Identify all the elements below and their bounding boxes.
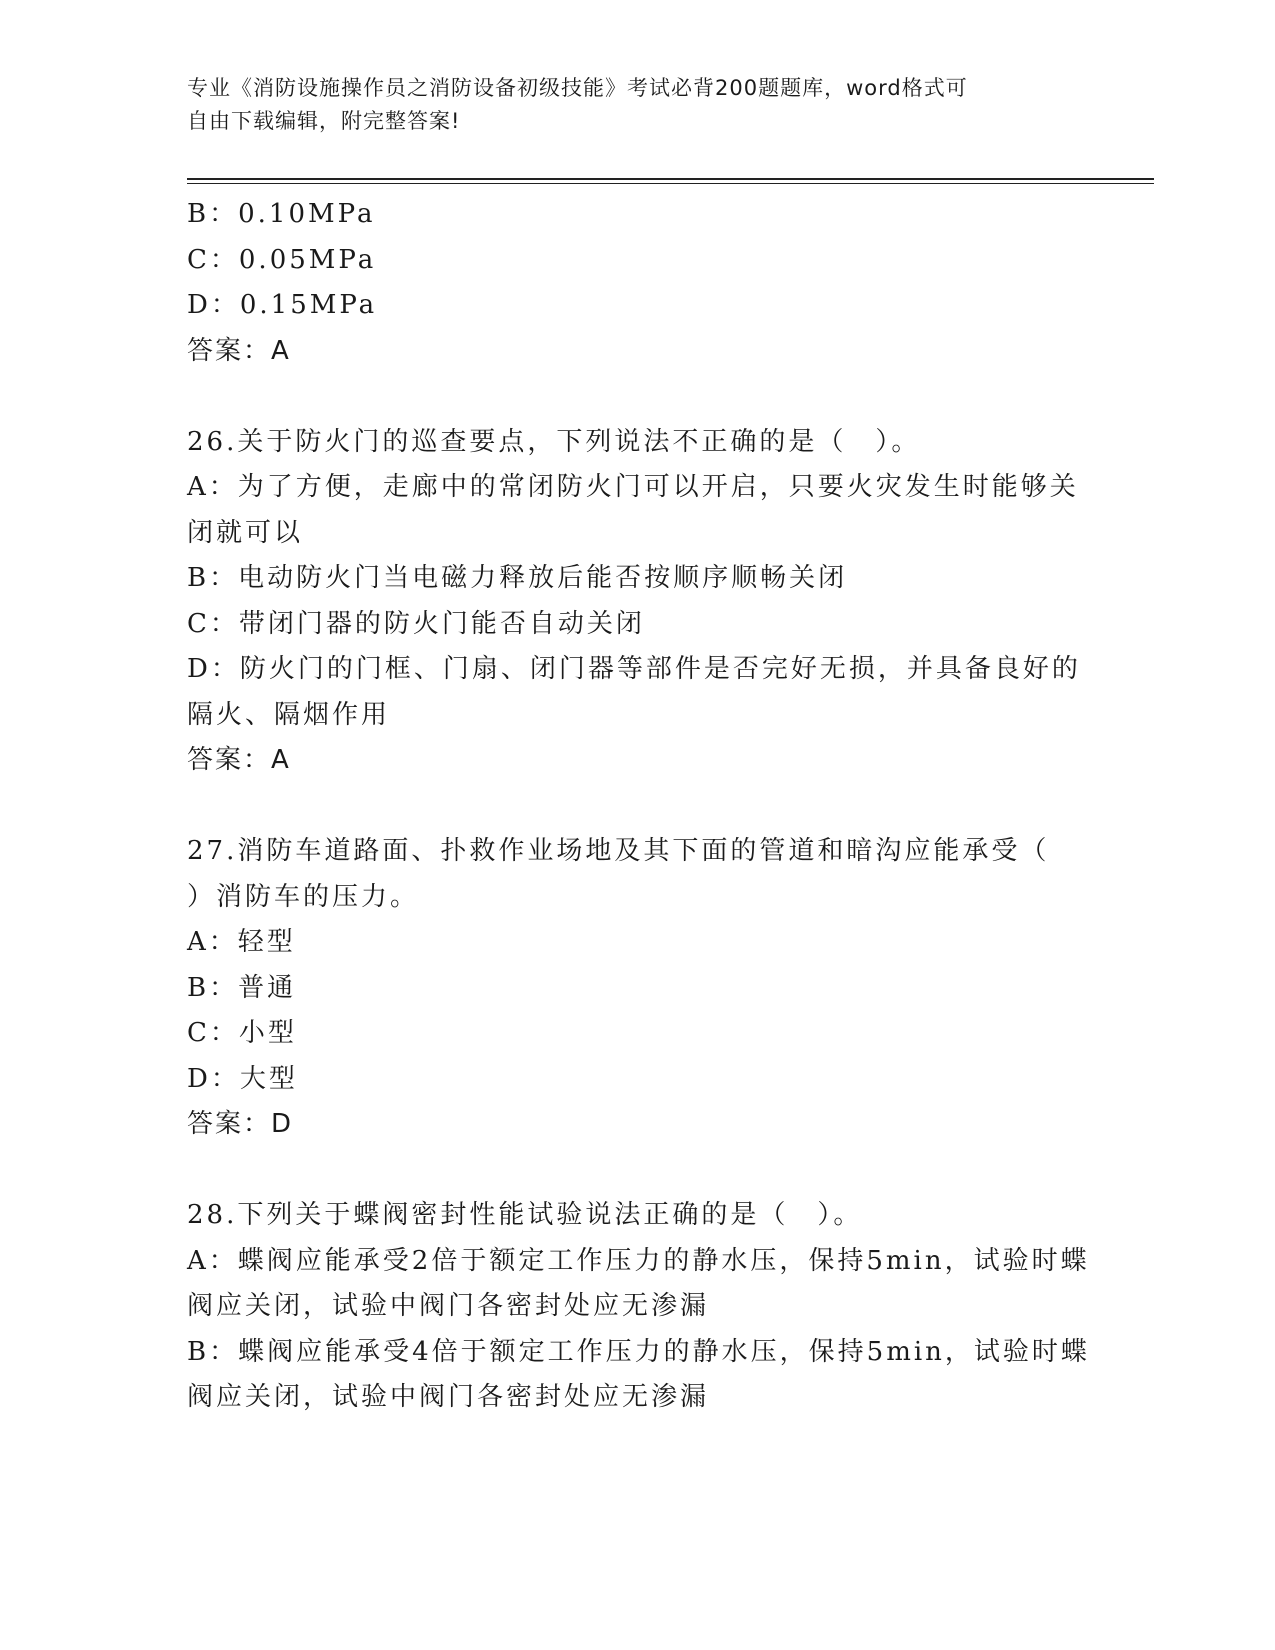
option-b: B：普通 (187, 972, 297, 1003)
option-b: B：0.10MPa (187, 199, 376, 229)
option-b: B：电动防火门当电磁力释放后能否按顺序顺畅关闭 (187, 563, 848, 593)
answer-label: 答案：A (187, 745, 291, 775)
option-a: A：蝶阀应能承受2倍于额定工作压力的静水压，保持5min，试验时蝶 (187, 1245, 1090, 1276)
question-list (187, 192, 1090, 1421)
question-26 (187, 420, 1087, 784)
option-a: A：为了方便，走廊中的常闭防火门可以开启，只要火灾发生时能够关 (187, 472, 1079, 502)
question-spacer (187, 1148, 1087, 1194)
option-c: C：0.05MPa (187, 244, 377, 275)
question-stem: 28.下列关于蝶阀密封性能试验说法正确的是（ ）。 (187, 1200, 863, 1230)
question-spacer (187, 784, 1087, 830)
header-divider-thick (187, 178, 1154, 180)
question-spacer (187, 374, 1087, 420)
question-28 (187, 1193, 1090, 1421)
option-a: A：轻型 (187, 927, 296, 957)
option-a-continued: 阀应关闭，试验中阀门各密封处应无渗漏 (187, 1291, 710, 1321)
answer-label: 答案：A (187, 335, 291, 366)
option-d: D：防火门的门框、门扇、闭门器等部件是否完好无损，并具备良好的 (187, 654, 1081, 684)
question-stem: 26.关于防火门的巡查要点，下列说法不正确的是（ ）。 (187, 426, 921, 457)
option-c: C：带闭门器的防火门能否自动关闭 (187, 608, 645, 639)
option-d: D：大型 (187, 1063, 298, 1094)
question-27 (187, 829, 1087, 1148)
option-b-continued: 阀应关闭，试验中阀门各密封处应无渗漏 (187, 1382, 710, 1412)
question-25 (187, 192, 1087, 374)
question-stem: 27.消防车道路面、扑救作业场地及其下面的管道和暗沟应能承受（ (187, 836, 1050, 866)
option-a-continued: 闭就可以 (187, 517, 304, 548)
header-divider-thin (187, 183, 1154, 184)
option-c: C：小型 (187, 1018, 297, 1048)
option-d: D：0.15MPa (187, 290, 378, 320)
option-b: B：蝶阀应能承受4倍于额定工作压力的静水压，保持5min，试验时蝶 (187, 1336, 1090, 1367)
answer-label: 答案：D (187, 1109, 294, 1139)
option-d-continued: 隔火、隔烟作用 (187, 699, 391, 730)
header-title-line-2: 自由下载编辑，附完整答案! (187, 109, 461, 133)
question-stem-continued: ）消防车的压力。 (187, 881, 420, 912)
page-header (187, 72, 1077, 138)
header-title-line-1: 专业《消防设施操作员之消防设备初级技能》考试必背200题题库，word格式可 (187, 76, 968, 100)
